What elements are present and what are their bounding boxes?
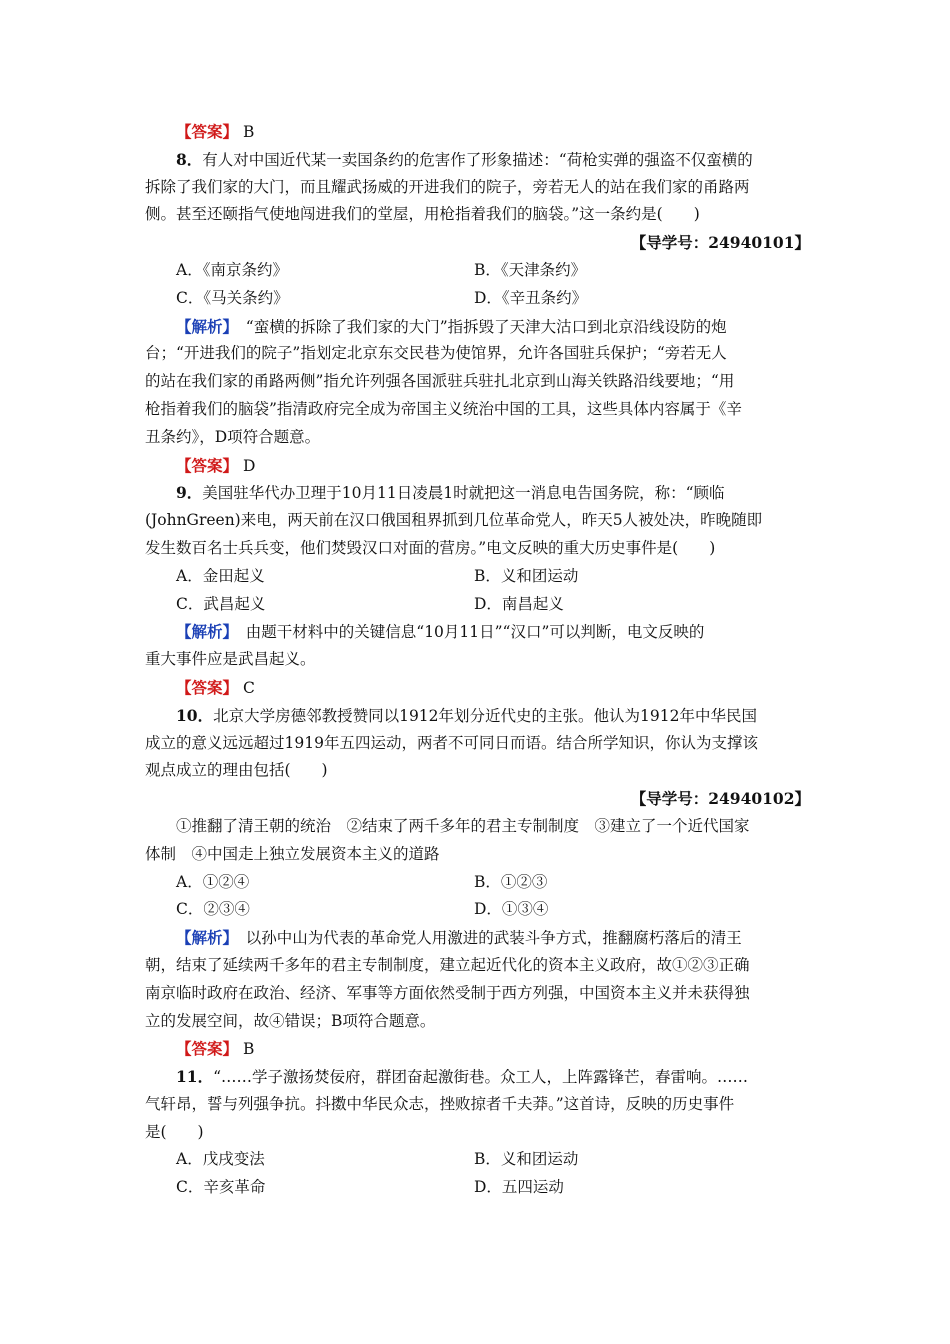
question-number: 9． bbox=[176, 483, 203, 503]
option-b: B．《天津条约》 bbox=[474, 260, 587, 279]
question-10-line-2: 成立的意义远远超过1919年五四运动，两者不可同日而语。结合所学知识，你认为支撑该 bbox=[145, 733, 758, 752]
explanation-8-line-1 bbox=[145, 313, 810, 341]
option-a: A．戊戌变法 bbox=[176, 1150, 265, 1169]
answer-8 bbox=[145, 452, 810, 480]
answer-tag: 【答案】 bbox=[176, 1039, 239, 1059]
answer-7 bbox=[145, 118, 810, 146]
explanation-text: 以孙中山为代表的革命党人用激进的武装斗争方式，推翻腐朽落后的清王 bbox=[230, 929, 742, 948]
option-b: B．义和团运动 bbox=[474, 1150, 579, 1169]
statements-line-1: ①推翻了清王朝的统治 ②结束了两千多年的君主专制制度 ③建立了一个近代国家 bbox=[176, 816, 750, 835]
document-page bbox=[145, 118, 810, 1202]
options-row bbox=[145, 591, 810, 619]
option-d: D．五四运动 bbox=[474, 1178, 564, 1197]
answer-value: C bbox=[242, 678, 255, 697]
question-9-line-1 bbox=[145, 479, 810, 507]
options-row bbox=[145, 285, 810, 313]
explanation-text: “蛮横的拆除了我们家的大门”指拆毁了天津大沽口到北京沿线设防的炮 bbox=[230, 317, 727, 336]
answer-value: B bbox=[242, 123, 255, 141]
option-b: B．①②③ bbox=[474, 872, 548, 891]
answer-tag: 【答案】 bbox=[176, 122, 239, 141]
answer-tag: 【答案】 bbox=[176, 677, 239, 697]
option-c: C．《马关条约》 bbox=[176, 288, 289, 307]
question-8-line-1 bbox=[145, 146, 810, 174]
explanation-9-line-2: 重大事件应是武昌起义。 bbox=[145, 650, 316, 669]
question-8-line-3: 侧。甚至还颐指气使地闯进我们的堂屋，用枪指着我们的脑袋。”这一条约是( ) bbox=[145, 205, 700, 224]
options-row bbox=[145, 257, 810, 285]
options-row bbox=[145, 896, 810, 924]
answer-value: B bbox=[242, 1040, 255, 1059]
explanation-8-line-3: 的站在我们家的甬路两侧”指允许列强各国派驻兵驻扎北京到山海关铁路沿线要地；“用 bbox=[145, 372, 735, 391]
explanation-10-line-4: 立的发展空间，故④错误；B项符合题意。 bbox=[145, 1011, 436, 1030]
question-11-line-1 bbox=[145, 1063, 810, 1091]
explanation-8-line-2: 台；“开进我们的院子”指划定北京东交民巷为使馆界，允许各国驻兵保护；“旁若无人 bbox=[145, 344, 727, 363]
question-text: 美国驻华代办卫理于10月11日凌晨1时就把这一消息电告国务院，称：“顾临 bbox=[202, 484, 725, 503]
answer-tag: 【答案】 bbox=[176, 455, 239, 475]
guide-number: 【导学号：24940101】 bbox=[630, 233, 810, 253]
question-11-line-3: 是( ) bbox=[145, 1122, 204, 1141]
question-11-line-2: 气轩昂，誓与列强争抗。抖擞中华民众志，挫败掠者千夫莽。”这首诗，反映的历史事件 bbox=[145, 1094, 735, 1113]
explanation-tag: 【解析】 bbox=[176, 622, 231, 642]
statements-line-2: 体制 ④中国走上独立发展资本主义的道路 bbox=[145, 844, 440, 863]
explanation-tag: 【解析】 bbox=[176, 316, 231, 336]
question-9-line-2: (JohnGreen)来电，两天前在汉口俄国租界抓到几位革命党人，昨天5人被处决，昨晚随即 bbox=[145, 511, 763, 530]
explanation-tag: 【解析】 bbox=[176, 928, 231, 948]
question-8-line-2: 拆除了我们家的大门，而且耀武扬威的开进我们的院子，旁若无人的站在我们家的甬路两 bbox=[145, 177, 750, 196]
question-number: 11． bbox=[176, 1067, 214, 1087]
answer-value: D bbox=[242, 456, 256, 475]
option-c: C．辛亥革命 bbox=[176, 1178, 266, 1197]
option-c: C．武昌起义 bbox=[176, 594, 266, 613]
explanation-8-line-4: 枪指着我们的脑袋”指清政府完全成为帝国主义统治中国的工具，这些具体内容属于《辛 bbox=[145, 399, 742, 418]
option-c: C．②③④ bbox=[176, 900, 250, 919]
explanation-8-line-5: 丑条约》，D项符合题意。 bbox=[145, 427, 321, 446]
option-d: D．①③④ bbox=[474, 900, 549, 919]
option-a: A．金田起义 bbox=[176, 566, 265, 585]
option-a: A．①②④ bbox=[176, 872, 250, 891]
option-d: D．南昌起义 bbox=[474, 594, 564, 613]
question-text: 北京大学房德邻教授赞同以1912年划分近代史的主张。他认为1912年中华民国 bbox=[213, 706, 757, 725]
explanation-10-line-2: 朝，结束了延续两千多年的君主专制制度，建立起近代化的资本主义政府，故①②③正确 bbox=[145, 955, 750, 974]
explanation-10-line-3: 南京临时政府在政治、经济、军事等方面依然受制于西方列强，中国资本主义并未获得独 bbox=[145, 983, 750, 1002]
question-9-line-3: 发生数百名士兵兵变，他们焚毁汉口对面的营房。”电文反映的重大历史事件是( ) bbox=[145, 538, 716, 557]
question-number: 10． bbox=[176, 705, 214, 725]
question-number: 8． bbox=[176, 149, 203, 169]
options-row bbox=[145, 1174, 810, 1202]
option-a: A．《南京条约》 bbox=[176, 260, 288, 279]
explanation-9-line-1 bbox=[145, 618, 810, 646]
question-10-line-3: 观点成立的理由包括( ) bbox=[145, 761, 328, 780]
option-b: B．义和团运动 bbox=[474, 566, 579, 585]
options-row bbox=[145, 563, 810, 591]
question-text: “……学子激扬焚佞府，群团奋起激街巷。众工人，上阵露锋芒，春雷响。…… bbox=[213, 1068, 749, 1087]
question-10-line-1 bbox=[145, 702, 810, 730]
options-row bbox=[145, 869, 810, 897]
guide-number: 【导学号：24940102】 bbox=[630, 789, 810, 809]
explanation-text: 由题干材料中的关键信息“10月11日”“汉口”可以判断，电文反映的 bbox=[230, 623, 705, 642]
option-d: D．《辛丑条约》 bbox=[474, 288, 588, 307]
options-row bbox=[145, 1146, 810, 1174]
question-text: 有人对中国近代某一卖国条约的危害作了形象描述：“荷枪实弹的强盗不仅蛮横的 bbox=[202, 150, 753, 169]
answer-9 bbox=[145, 674, 810, 702]
answer-10 bbox=[145, 1035, 810, 1063]
explanation-10-line-1 bbox=[145, 924, 810, 952]
